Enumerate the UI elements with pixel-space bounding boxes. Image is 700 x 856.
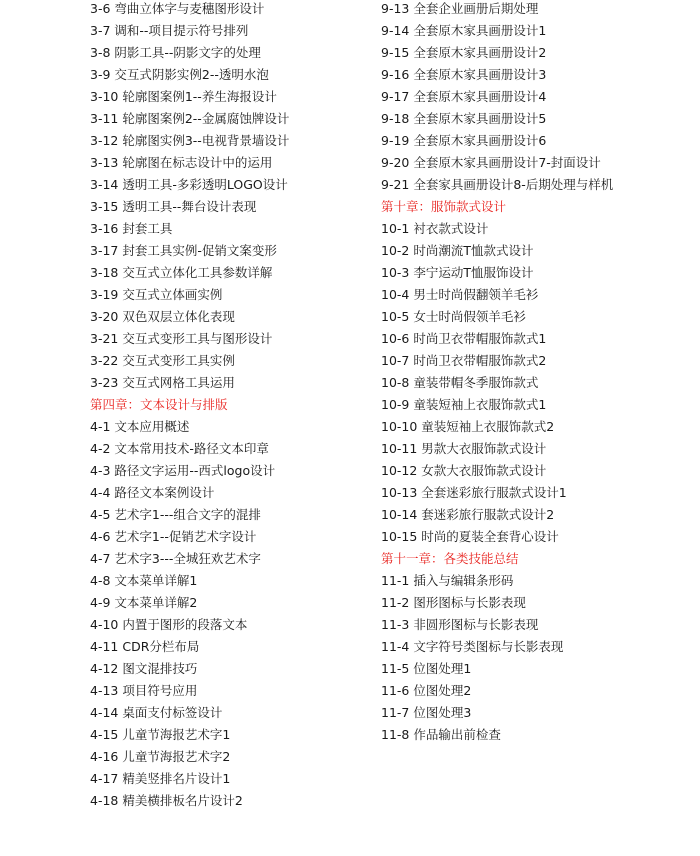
lesson-item: 4-8 文本菜单详解1	[90, 573, 198, 588]
lesson-item: 3-7 调和--项目提示符号排列	[90, 23, 249, 38]
lesson-item: 10-2 时尚潮流T恤款式设计	[381, 243, 534, 258]
lesson-item: 4-11 CDR分栏布局	[90, 639, 200, 654]
lesson-item: 3-16 封套工具	[90, 221, 173, 236]
lesson-item: 9-16 全套原木家具画册设计3	[381, 67, 547, 82]
lesson-item: 11-5 位图处理1	[381, 661, 472, 676]
chapter-heading: 第四章：文本设计与排版	[90, 397, 228, 412]
lesson-item: 10-15 时尚的夏装全套背心设计	[381, 529, 559, 544]
lesson-item: 10-6 时尚卫衣带帽服饰款式1	[381, 331, 547, 346]
lesson-item: 4-9 文本菜单详解2	[90, 595, 198, 610]
lesson-item: 10-8 童装带帽冬季服饰款式	[381, 375, 539, 390]
lesson-item: 9-15 全套原木家具画册设计2	[381, 45, 547, 60]
lesson-item: 3-17 封套工具实例-促销文案变形	[90, 243, 277, 258]
lesson-item: 11-1 插入与编辑条形码	[381, 573, 514, 588]
lesson-item: 4-12 图文混排技巧	[90, 661, 198, 676]
lesson-item: 3-23 交互式网格工具运用	[90, 375, 235, 390]
lesson-item: 9-17 全套原木家具画册设计4	[381, 89, 547, 104]
lesson-item: 4-16 儿童节海报艺术字2	[90, 749, 231, 764]
chapter-heading: 第十一章：各类技能总结	[381, 551, 519, 566]
lesson-item: 4-2 文本常用技术-路径文本印章	[90, 441, 269, 456]
lesson-item: 4-17 精美竖排名片设计1	[90, 771, 231, 786]
lesson-item: 9-19 全套原木家具画册设计6	[381, 133, 547, 148]
lesson-item: 11-7 位图处理3	[381, 705, 472, 720]
lesson-item: 10-9 童装短袖上衣服饰款式1	[381, 397, 547, 412]
lesson-item: 3-13 轮廓图在标志设计中的运用	[90, 155, 273, 170]
lesson-item: 11-3 非圆形图标与长影表现	[381, 617, 539, 632]
lesson-item: 9-18 全套原木家具画册设计5	[381, 111, 547, 126]
lesson-item: 9-21 全套家具画册设计8-后期处理与样机	[381, 177, 614, 192]
lesson-item: 9-13 全套企业画册后期处理	[381, 1, 539, 16]
lesson-item: 3-12 轮廓图实例3--电视背景墙设计	[90, 133, 290, 148]
lesson-item: 10-14 套迷彩旅行服款式设计2	[381, 507, 555, 522]
lesson-item: 4-1 文本应用概述	[90, 419, 190, 434]
lesson-item: 10-4 男士时尚假翻领羊毛衫	[381, 287, 539, 302]
lesson-item: 9-14 全套原木家具画册设计1	[381, 23, 547, 38]
lesson-item: 10-1 衬衣款式设计	[381, 221, 489, 236]
lesson-item: 3-14 透明工具-多彩透明LOGO设计	[90, 177, 288, 192]
lesson-item: 3-19 交互式立体画实例	[90, 287, 223, 302]
left-column	[90, 0, 375, 812]
lesson-item: 4-3 路径文字运用--西式logo设计	[90, 463, 276, 478]
lesson-item: 11-2 图形图标与长影表现	[381, 595, 526, 610]
lesson-item: 3-11 轮廓图案例2--金属腐蚀牌设计	[90, 111, 290, 126]
lesson-item: 3-10 轮廓图案例1--养生海报设计	[90, 89, 277, 104]
lesson-item: 3-8 阴影工具--阴影文字的处理	[90, 45, 261, 60]
lesson-item: 3-6 弯曲立体字与麦穗图形设计	[90, 1, 265, 16]
lesson-item: 11-8 作品输出前检查	[381, 727, 501, 742]
lesson-item: 4-4 路径文本案例设计	[90, 485, 215, 500]
lesson-item: 4-10 内置于图形的段落文本	[90, 617, 248, 632]
lesson-item: 11-6 位图处理2	[381, 683, 472, 698]
chapter-heading: 第十章：服饰款式设计	[381, 199, 507, 214]
right-column	[381, 0, 681, 746]
lesson-item: 3-9 交互式阴影实例2--透明水泡	[90, 67, 269, 82]
lesson-item: 3-22 交互式变形工具实例	[90, 353, 235, 368]
lesson-item: 4-7 艺术字3---全城狂欢艺术字	[90, 551, 261, 566]
lesson-item: 10-3 李宁运动T恤服饰设计	[381, 265, 534, 280]
lesson-item: 10-7 时尚卫衣带帽服饰款式2	[381, 353, 547, 368]
lesson-item: 4-13 项目符号应用	[90, 683, 198, 698]
lesson-item: 10-10 童装短袖上衣服饰款式2	[381, 419, 555, 434]
lesson-item: 3-15 透明工具--舞台设计表现	[90, 199, 257, 214]
lesson-item: 3-20 双色双层立体化表现	[90, 309, 235, 324]
lesson-item: 4-18 精美横排板名片设计2	[90, 793, 243, 808]
lesson-item: 9-20 全套原木家具画册设计7-封面设计	[381, 155, 601, 170]
lesson-item: 4-14 桌面支付标签设计	[90, 705, 223, 720]
lesson-item: 3-18 交互式立体化工具参数详解	[90, 265, 273, 280]
lesson-item: 10-13 全套迷彩旅行服款式设计1	[381, 485, 567, 500]
lesson-item: 10-11 男款大衣服饰款式设计	[381, 441, 547, 456]
lesson-item: 10-12 女款大衣服饰款式设计	[381, 463, 547, 478]
lesson-item: 4-5 艺术字1---组合文字的混排	[90, 507, 261, 522]
lesson-item: 11-4 文字符号类图标与长影表现	[381, 639, 564, 654]
lesson-item: 3-21 交互式变形工具与图形设计	[90, 331, 273, 346]
lesson-item: 10-5 女士时尚假领羊毛衫	[381, 309, 526, 324]
lesson-item: 4-6 艺术字1--促销艺术字设计	[90, 529, 257, 544]
lesson-item: 4-15 儿童节海报艺术字1	[90, 727, 231, 742]
